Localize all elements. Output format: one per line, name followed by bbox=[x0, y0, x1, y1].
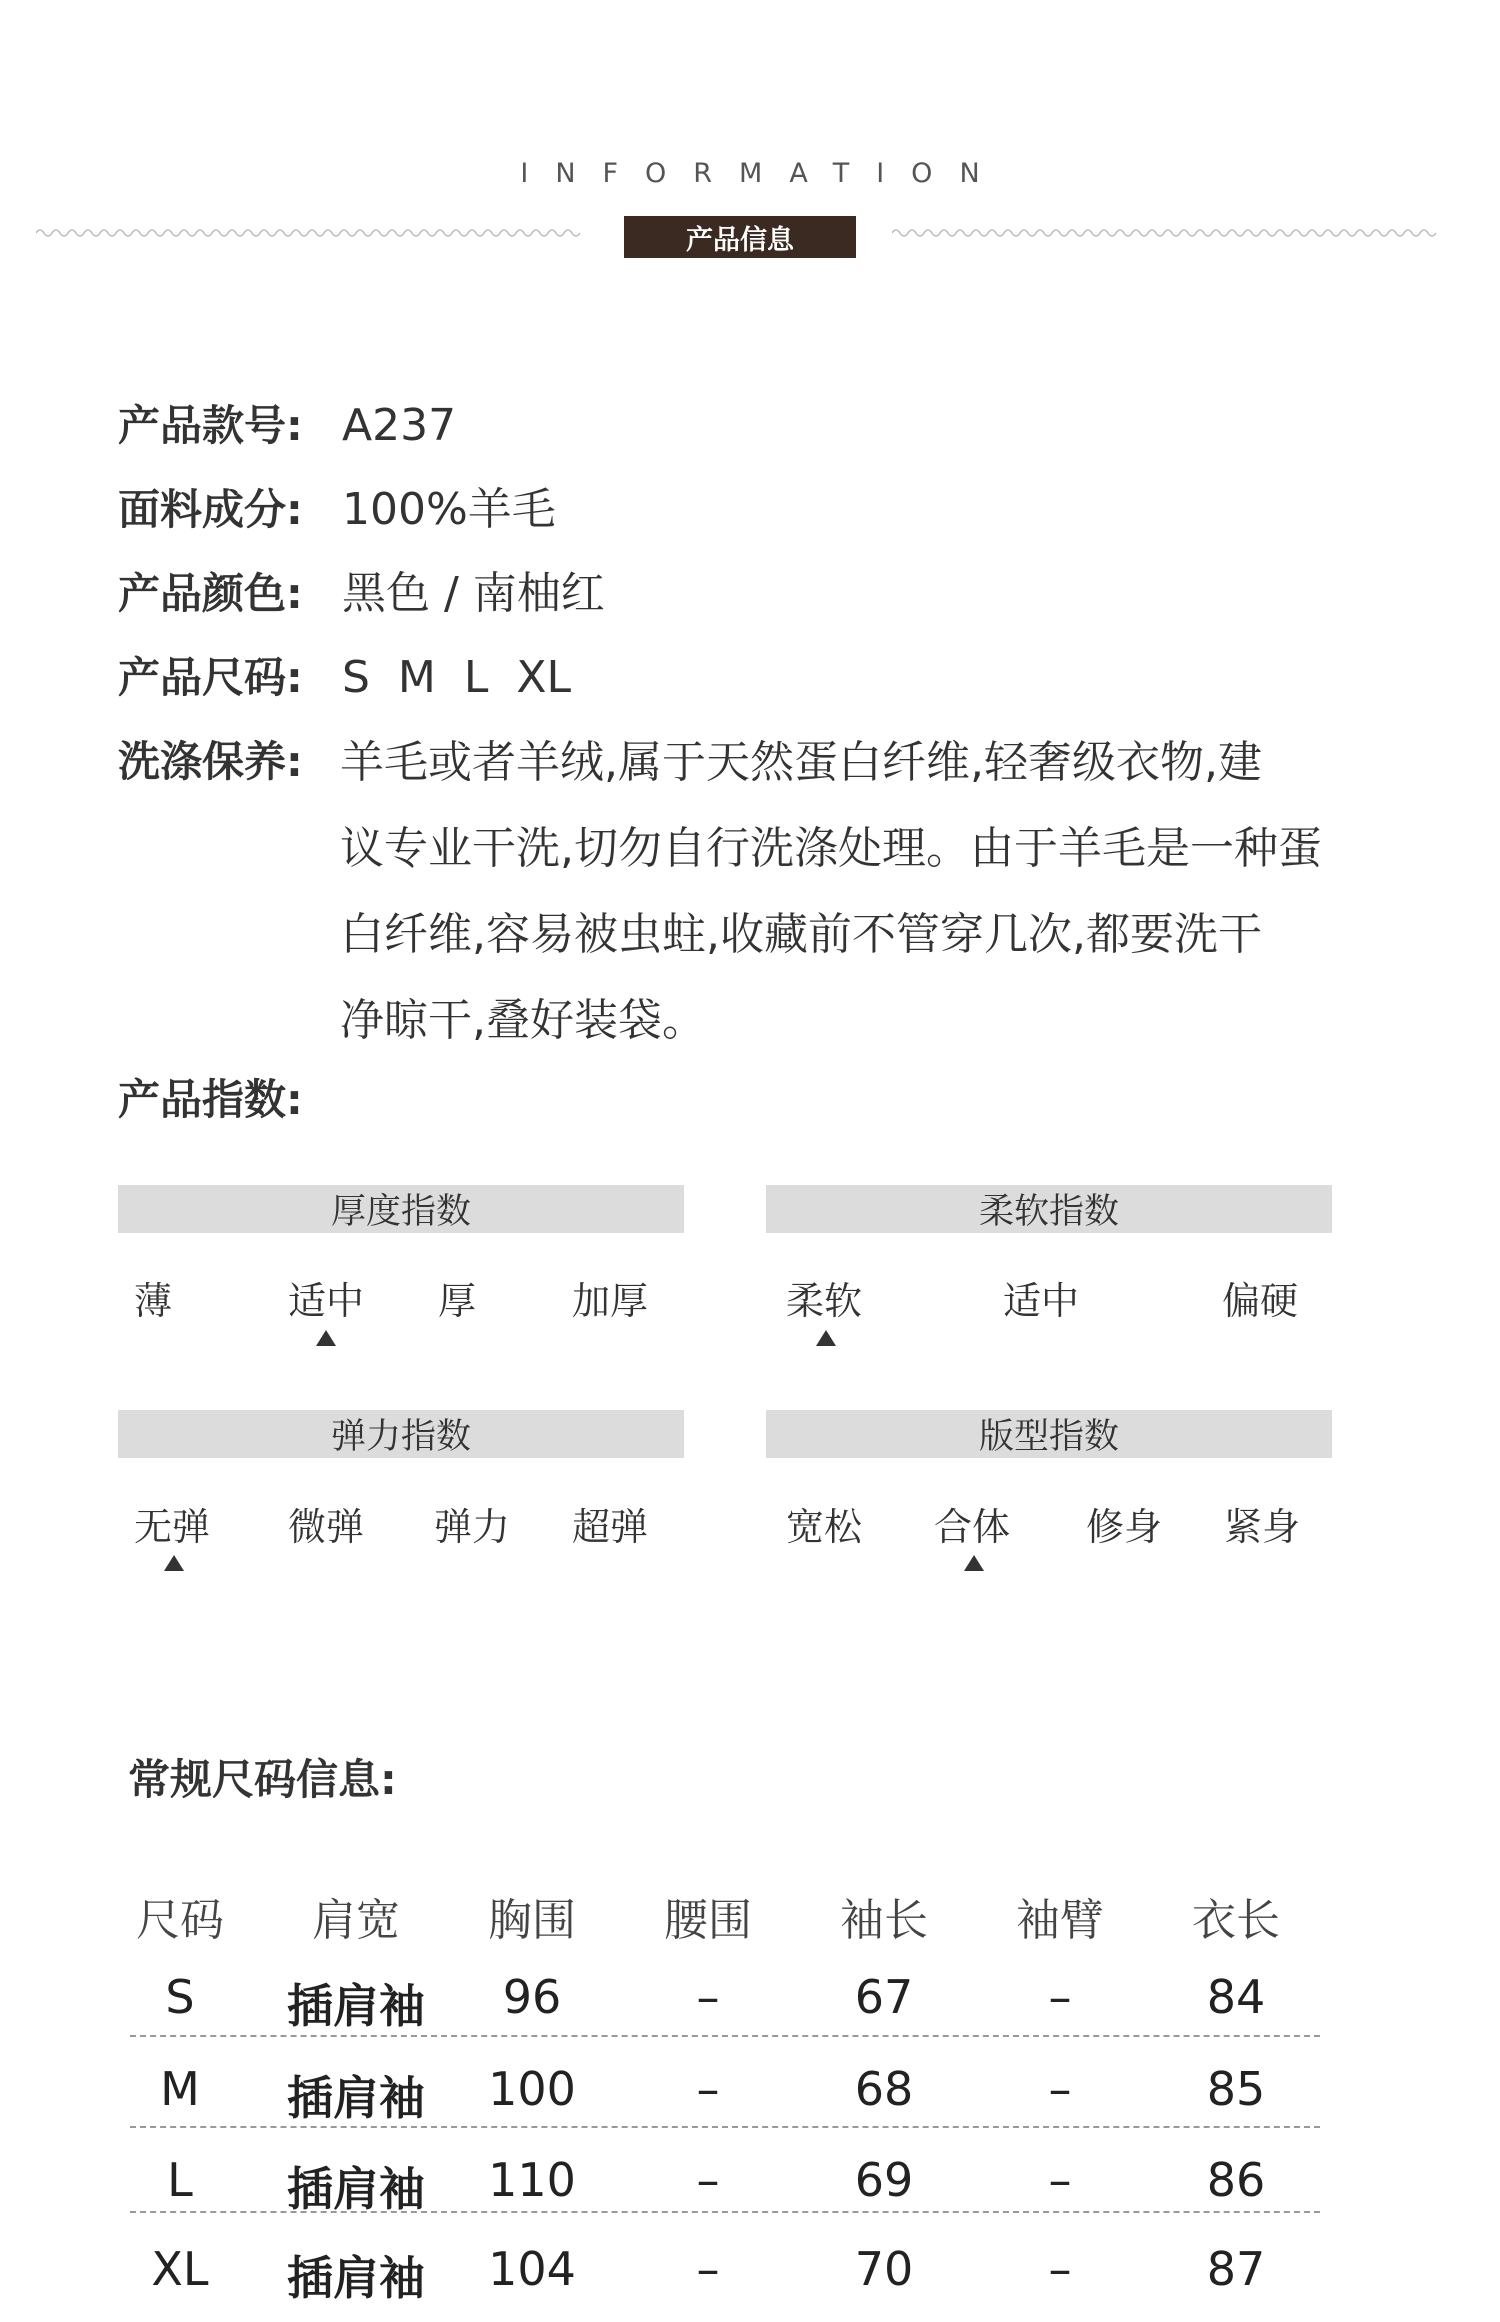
thickness-option: 加厚 bbox=[572, 1279, 649, 1323]
attr-value-style-no: A237 bbox=[342, 400, 457, 451]
table-cell: 100 bbox=[488, 2062, 576, 2116]
table-header: 袖臂 bbox=[1016, 1895, 1104, 1946]
table-header: 尺码 bbox=[136, 1895, 224, 1946]
care-line: 净晾干,叠好装袋。 bbox=[340, 995, 706, 1046]
product-info-badge: 产品信息 bbox=[624, 216, 856, 258]
table-header: 衣长 bbox=[1192, 1895, 1280, 1946]
care-text bbox=[340, 720, 1340, 1064]
thickness-option: 厚 bbox=[438, 1279, 477, 1323]
table-cell: 69 bbox=[854, 2153, 914, 2207]
wavy-divider-left bbox=[36, 226, 584, 240]
table-cell: 插肩袖 bbox=[287, 2162, 425, 2216]
table-cell: – bbox=[1048, 2153, 1072, 2207]
information-heading: INFORMATION bbox=[520, 158, 1007, 189]
table-cell: 85 bbox=[1206, 2062, 1266, 2116]
attr-value-fabric: 100%羊毛 bbox=[342, 484, 556, 535]
table-header: 腰围 bbox=[664, 1895, 752, 1946]
table-cell: 96 bbox=[502, 1970, 562, 2024]
softness-option: 柔软 bbox=[786, 1279, 863, 1323]
table-cell: 87 bbox=[1206, 2242, 1266, 2296]
thickness-selected-marker-icon bbox=[316, 1330, 336, 1346]
table-cell: M bbox=[160, 2062, 200, 2116]
table-cell: 84 bbox=[1206, 1970, 1266, 2024]
attr-label-style-no: 产品款号: bbox=[118, 401, 303, 450]
table-cell: – bbox=[696, 2242, 720, 2296]
fit-option: 合体 bbox=[934, 1505, 1011, 1549]
size-info-title: 常规尺码信息: bbox=[128, 1755, 397, 1804]
table-cell: 插肩袖 bbox=[287, 1979, 425, 2033]
fit-option: 紧身 bbox=[1224, 1505, 1301, 1549]
table-cell: 插肩袖 bbox=[287, 2251, 425, 2305]
attr-label-size: 产品尺码: bbox=[118, 653, 303, 702]
care-line: 议专业干洗,切勿自行洗涤处理。由于羊毛是一种蛋 bbox=[340, 823, 1322, 874]
attr-value-color: 黑色 / 南柚红 bbox=[342, 568, 605, 619]
wavy-divider-right bbox=[892, 226, 1440, 240]
table-cell: 70 bbox=[854, 2242, 914, 2296]
table-cell: – bbox=[1048, 1970, 1072, 2024]
fit-index-bar: 版型指数 bbox=[766, 1410, 1332, 1458]
index-label: 产品指数: bbox=[118, 1075, 303, 1124]
table-cell: – bbox=[1048, 2242, 1072, 2296]
table-cell: L bbox=[167, 2153, 193, 2207]
elasticity-option: 无弹 bbox=[134, 1505, 211, 1549]
table-cell: 104 bbox=[488, 2242, 576, 2296]
table-cell: – bbox=[696, 2153, 720, 2207]
elasticity-option: 弹力 bbox=[434, 1505, 511, 1549]
table-cell: 68 bbox=[854, 2062, 914, 2116]
elasticity-selected-marker-icon bbox=[164, 1555, 184, 1571]
elasticity-index-bar: 弹力指数 bbox=[118, 1410, 684, 1458]
table-cell: 86 bbox=[1206, 2153, 1266, 2207]
attr-label-care: 洗涤保养: bbox=[118, 737, 303, 786]
attr-value-size: S M L XL bbox=[342, 652, 571, 703]
table-header: 袖长 bbox=[840, 1895, 928, 1946]
table-cell: – bbox=[696, 1970, 720, 2024]
table-cell: – bbox=[696, 2062, 720, 2116]
thickness-option: 适中 bbox=[288, 1279, 365, 1323]
table-cell: – bbox=[1048, 2062, 1072, 2116]
softness-option: 偏硬 bbox=[1222, 1279, 1299, 1323]
elasticity-option: 微弹 bbox=[288, 1505, 365, 1549]
table-cell: 插肩袖 bbox=[287, 2071, 425, 2125]
table-cell: 110 bbox=[488, 2153, 576, 2207]
softness-selected-marker-icon bbox=[816, 1330, 836, 1346]
thickness-option: 薄 bbox=[134, 1279, 173, 1323]
attr-label-fabric: 面料成分: bbox=[118, 485, 303, 534]
table-header: 胸围 bbox=[488, 1895, 576, 1946]
table-header: 肩宽 bbox=[312, 1895, 400, 1946]
table-cell: XL bbox=[151, 2242, 209, 2296]
row-divider bbox=[130, 2211, 1320, 2213]
table-cell: S bbox=[165, 1970, 195, 2024]
table-cell: 67 bbox=[854, 1970, 914, 2024]
thickness-index-bar: 厚度指数 bbox=[118, 1185, 684, 1233]
row-divider bbox=[130, 2126, 1320, 2128]
elasticity-option: 超弹 bbox=[572, 1505, 649, 1549]
care-line: 羊毛或者羊绒,属于天然蛋白纤维,轻奢级衣物,建 bbox=[340, 737, 1262, 788]
care-line: 白纤维,容易被虫蛀,收藏前不管穿几次,都要洗干 bbox=[340, 909, 1262, 960]
attr-label-color: 产品颜色: bbox=[118, 569, 303, 618]
fit-option: 宽松 bbox=[786, 1505, 863, 1549]
fit-selected-marker-icon bbox=[964, 1555, 984, 1571]
row-divider bbox=[130, 2035, 1320, 2037]
softness-option: 适中 bbox=[1003, 1279, 1080, 1323]
fit-option: 修身 bbox=[1086, 1505, 1163, 1549]
softness-index-bar: 柔软指数 bbox=[766, 1185, 1332, 1233]
